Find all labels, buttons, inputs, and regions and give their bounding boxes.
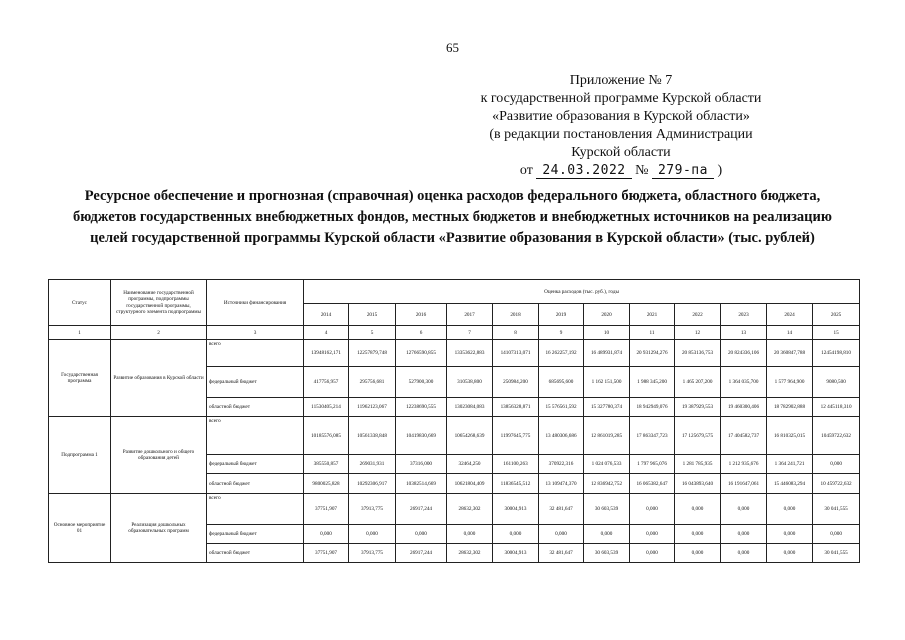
row-name: Развитие дошкольного и общего образования детей [111, 417, 207, 494]
value-cell: 26917,244 [396, 544, 447, 563]
approval-line [440, 162, 802, 180]
row-name: Развитие образования в Курской области [111, 340, 207, 417]
column-number: 11 [630, 326, 675, 340]
column-number: 7 [447, 326, 493, 340]
appendix-line: Приложение № 7 [569, 73, 673, 88]
value-cell: 12766590,855 [396, 340, 447, 367]
document-title: Ресурсное обеспечение и прогнозная (справочная) оценка расходов федерального бюджета, областного бюджета, бюджетов государственных внебюджетных фондов, местных бюджетов и внебюджетных источников на реализацию целей государственной программы Курской области «Развитие образования в Курской области» (тыс. рублей) [73, 188, 832, 246]
value-cell: 10185576,085 [304, 417, 349, 455]
value-cell: 10459722,632 [813, 417, 860, 455]
column-number: 13 [721, 326, 767, 340]
value-cell: 11530405,214 [304, 398, 349, 417]
value-cell: 0,000 [721, 544, 767, 563]
value-cell: 13948162,171 [304, 340, 349, 367]
value-cell: 32 481,647 [539, 494, 584, 525]
value-cell: 10561338,848 [349, 417, 396, 455]
value-cell: 0,000 [767, 494, 813, 525]
column-number: 14 [767, 326, 813, 340]
value-cell: 527900,300 [396, 367, 447, 398]
value-cell: 12 861019,285 [584, 417, 630, 455]
value-cell: 30 041,555 [813, 494, 860, 525]
value-cell: 1 797 965,076 [630, 455, 675, 474]
appendix-header [440, 72, 802, 180]
value-cell: 0,000 [721, 494, 767, 525]
value-cell: 11997645,775 [493, 417, 539, 455]
value-cell: 295756,681 [349, 367, 396, 398]
value-cell: 20 853136,753 [675, 340, 721, 367]
value-cell: 370922,316 [539, 455, 584, 474]
value-cell: 12454198,810 [813, 340, 860, 367]
header-source: Источники финансирования [207, 280, 304, 326]
value-cell: 0,000 [767, 525, 813, 544]
value-cell: 26917,244 [396, 494, 447, 525]
column-number: 3 [207, 326, 304, 340]
approval-number: 279-па [652, 163, 714, 179]
value-cell: 0,000 [675, 525, 721, 544]
value-cell: 15 576561,592 [539, 398, 584, 417]
value-cell: 20 824336,106 [721, 340, 767, 367]
value-cell: 0,000 [304, 525, 349, 544]
value-cell: 37913,775 [349, 544, 396, 563]
header-year: 2016 [396, 304, 447, 326]
row-source: федеральный бюджет [207, 525, 304, 544]
row-source: областной бюджет [207, 474, 304, 494]
value-cell: 1 024 076,533 [584, 455, 630, 474]
value-cell: 417756,957 [304, 367, 349, 398]
value-cell: 0,000 [447, 525, 493, 544]
value-cell: 1 212 935,676 [721, 455, 767, 474]
value-cell: 13 109474,370 [539, 474, 584, 494]
value-cell: 385550,857 [304, 455, 349, 474]
value-cell: 30004,913 [493, 544, 539, 563]
value-cell: 161100,263 [493, 455, 539, 474]
column-number: 10 [584, 326, 630, 340]
value-cell: 269031,931 [349, 455, 396, 474]
value-cell: 37913,775 [349, 494, 396, 525]
row-status: Подпрограмма 1 [49, 417, 111, 494]
value-cell: 28632,302 [447, 544, 493, 563]
number-label: № [635, 163, 649, 178]
value-cell: 11962123,067 [349, 398, 396, 417]
value-cell: 1 577 964,900 [767, 367, 813, 398]
value-cell: 17 125679,575 [675, 417, 721, 455]
value-cell: 18 942949,076 [630, 398, 675, 417]
row-source: областной бюджет [207, 544, 304, 563]
header-year: 2021 [630, 304, 675, 326]
value-cell: 32464,250 [447, 455, 493, 474]
value-cell: 15 446083,294 [767, 474, 813, 494]
column-number: 4 [304, 326, 349, 340]
value-cell: 0,000 [493, 525, 539, 544]
column-number: 8 [493, 326, 539, 340]
value-cell: 16 810325,015 [767, 417, 813, 455]
value-cell: 16 191647,061 [721, 474, 767, 494]
value-cell: 0,000 [396, 525, 447, 544]
table-row [49, 340, 860, 367]
column-number: 1 [49, 326, 111, 340]
value-cell: 0,000 [767, 544, 813, 563]
value-cell: 19 387929,553 [675, 398, 721, 417]
column-number: 12 [675, 326, 721, 340]
appendix-line: к государственной программе Курской области [480, 91, 762, 106]
header-year: 2014 [304, 304, 349, 326]
value-cell: 13856328,871 [493, 398, 539, 417]
column-number: 5 [349, 326, 396, 340]
value-cell: 13023084,083 [447, 398, 493, 417]
value-cell: 37751,907 [304, 494, 349, 525]
header-volume: Оценка расходов (тыс. руб.), годы [304, 280, 860, 304]
value-cell: 0,000 [813, 525, 860, 544]
value-cell: 13353622,883 [447, 340, 493, 367]
value-cell: 10654268,639 [447, 417, 493, 455]
value-cell: 12 836942,752 [584, 474, 630, 494]
value-cell: 0,000 [349, 525, 396, 544]
value-cell: 1 364 241,721 [767, 455, 813, 474]
row-source: всего [207, 417, 304, 455]
column-number: 2 [111, 326, 207, 340]
value-cell: 0,000 [584, 525, 630, 544]
value-cell: 685695,600 [539, 367, 584, 398]
column-number: 15 [813, 326, 860, 340]
value-cell: 30 603,539 [584, 544, 630, 563]
closing-paren: ) [717, 163, 723, 178]
value-cell: 13 480306,686 [539, 417, 584, 455]
value-cell: 0,000 [630, 525, 675, 544]
table-row [49, 494, 860, 525]
header-year: 2015 [349, 304, 396, 326]
value-cell: 14107313,071 [493, 340, 539, 367]
appendix-line: «Развитие образования в Курской области» [492, 109, 750, 124]
value-cell: 12257879,748 [349, 340, 396, 367]
row-source: всего [207, 494, 304, 525]
value-cell: 30 041,555 [813, 544, 860, 563]
value-cell: 1 162 151,500 [584, 367, 630, 398]
appendix-line: (в редакции постановления Администрации [489, 127, 753, 142]
header-status: Статус [49, 280, 111, 326]
appendix-line: Курской области [571, 145, 671, 160]
value-cell: 310538,800 [447, 367, 493, 398]
value-cell: 250984,200 [493, 367, 539, 398]
row-source: областной бюджет [207, 398, 304, 417]
value-cell: 0,000 [721, 525, 767, 544]
column-number: 9 [539, 326, 584, 340]
header-row [49, 280, 860, 304]
header-year: 2018 [493, 304, 539, 326]
value-cell: 10 459722,632 [813, 474, 860, 494]
page-number: 65 [446, 40, 459, 55]
value-cell: 0,000 [813, 455, 860, 474]
value-cell: 1 281 785,935 [675, 455, 721, 474]
value-cell: 10621804,409 [447, 474, 493, 494]
value-cell: 10292306,917 [349, 474, 396, 494]
row-status: Основное мероприятие 01 [49, 494, 111, 563]
header-year: 2020 [584, 304, 630, 326]
header-year: 2025 [813, 304, 860, 326]
header-year: 2023 [721, 304, 767, 326]
value-cell: 37316,000 [396, 455, 447, 474]
table-row [49, 417, 860, 455]
value-cell: 20 931294,276 [630, 340, 675, 367]
header-year: 2019 [539, 304, 584, 326]
value-cell: 0,000 [539, 525, 584, 544]
value-cell: 37751,907 [304, 544, 349, 563]
row-name: Реализация дошкольных образовательных программ [111, 494, 207, 563]
value-cell: 16 065382,647 [630, 474, 675, 494]
value-cell: 9080,500 [813, 367, 860, 398]
table-body [49, 280, 860, 563]
header-year: 2024 [767, 304, 813, 326]
row-source: федеральный бюджет [207, 367, 304, 398]
value-cell: 10382514,669 [396, 474, 447, 494]
header-year: 2017 [447, 304, 493, 326]
row-source: федеральный бюджет [207, 455, 304, 474]
column-number: 6 [396, 326, 447, 340]
value-cell: 17 404582,737 [721, 417, 767, 455]
header-year: 2022 [675, 304, 721, 326]
value-cell: 30 603,539 [584, 494, 630, 525]
value-cell: 20 360847,788 [767, 340, 813, 367]
value-cell: 19 460300,406 [721, 398, 767, 417]
value-cell: 15 327780,374 [584, 398, 630, 417]
row-source: всего [207, 340, 304, 367]
value-cell: 1 988 345,200 [630, 367, 675, 398]
value-cell: 10419830,669 [396, 417, 447, 455]
value-cell: 16 043893,640 [675, 474, 721, 494]
row-status: Государственная программа [49, 340, 111, 417]
value-cell: 17 863347,723 [630, 417, 675, 455]
value-cell: 12 445118,310 [813, 398, 860, 417]
value-cell: 0,000 [675, 494, 721, 525]
column-numbers-row [49, 326, 860, 340]
value-cell: 0,000 [630, 494, 675, 525]
value-cell: 0,000 [675, 544, 721, 563]
value-cell: 9800025,828 [304, 474, 349, 494]
value-cell: 12238690,555 [396, 398, 447, 417]
value-cell: 30004,913 [493, 494, 539, 525]
value-cell: 16 262257,192 [539, 340, 584, 367]
value-cell: 28632,302 [447, 494, 493, 525]
from-label: от [519, 163, 533, 178]
value-cell: 1 465 207,200 [675, 367, 721, 398]
header-name: Наименование государственной программы, подпрограммы государственной программы, структурного элемента подпрограммы [111, 280, 207, 326]
resource-table-wrapper [48, 279, 859, 563]
value-cell: 1 364 035,700 [721, 367, 767, 398]
approval-date: 24.03.2022 [536, 163, 631, 179]
value-cell: 11836545,512 [493, 474, 539, 494]
resource-table [48, 279, 860, 563]
value-cell: 0,000 [630, 544, 675, 563]
value-cell: 32 481,647 [539, 544, 584, 563]
value-cell: 16 489931,874 [584, 340, 630, 367]
value-cell: 18 782902,888 [767, 398, 813, 417]
